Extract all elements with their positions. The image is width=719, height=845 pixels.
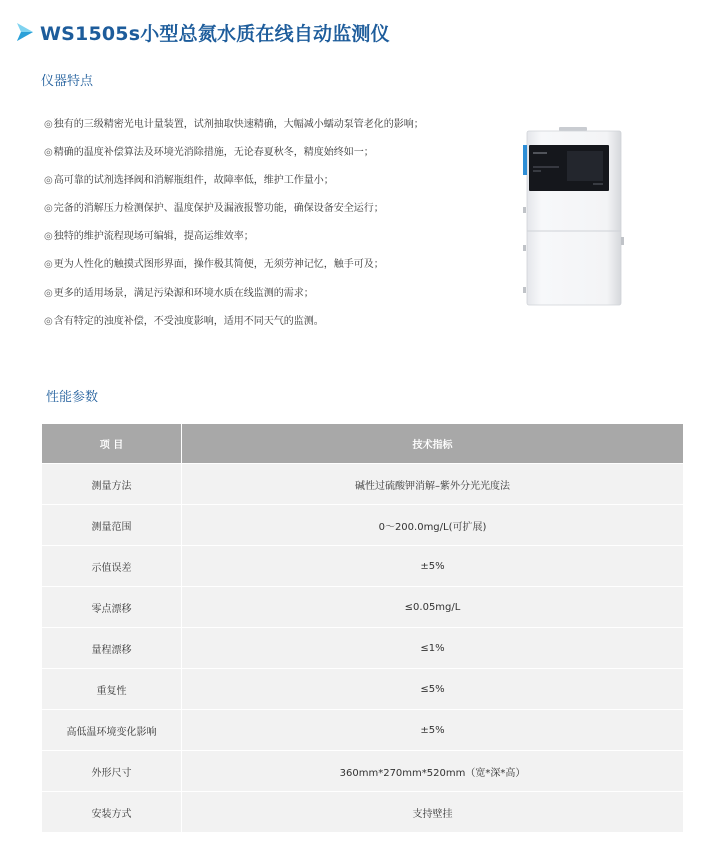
row-item: 测量方法 — [42, 464, 182, 504]
table-row — [42, 792, 683, 833]
row-item: 高低温环境变化影响 — [42, 710, 182, 750]
spec-table — [42, 424, 683, 833]
feature-item — [44, 199, 494, 227]
row-item: 示值误差 — [42, 546, 182, 586]
row-value: ≤0.05mg/L — [404, 601, 461, 613]
feature-text: 独有的三级精密光电计量装置，试剂抽取快速精确，大幅减小蠕动泵管老化的影响； — [53, 119, 424, 130]
bullet-icon: ◎ — [44, 287, 53, 299]
feature-text: 更多的适用场景，满足污染源和环境水质在线监测的需求； — [53, 287, 314, 299]
feature-text: 独特的维护流程现场可编辑，提高运维效率； — [53, 231, 254, 243]
row-value: 0～200.0mg/L(可扩展) — [378, 521, 487, 533]
table-row — [42, 546, 683, 587]
row-item: 量程漂移 — [42, 628, 182, 668]
feature-text: 高可靠的试剂选择阀和消解瓶组件，故障率低，维护工作量小； — [53, 175, 334, 187]
table-row — [42, 628, 683, 669]
row-value: ±5% — [420, 560, 445, 572]
feature-item — [44, 255, 494, 283]
feature-text: 含有特定的浊度补偿，不受浊度影响，适用不同天气的监测。 — [53, 315, 324, 327]
row-value: ≤5% — [420, 683, 445, 695]
row-value: ±5% — [420, 724, 445, 736]
feature-item — [44, 284, 494, 312]
bullet-icon: ◎ — [44, 231, 53, 243]
play-arrow-icon — [16, 22, 34, 42]
bullet-icon: ◎ — [44, 203, 53, 215]
row-value: ≤1% — [420, 642, 445, 654]
feature-item — [44, 115, 494, 143]
feature-item — [44, 312, 494, 340]
feature-item — [44, 227, 494, 255]
feature-item — [44, 171, 494, 199]
table-row — [42, 464, 683, 505]
row-item: 重复性 — [42, 669, 182, 709]
table-row — [42, 505, 683, 546]
feature-text: 完备的消解压力检测保护、温度保护及漏液报警功能，确保设备安全运行； — [53, 203, 384, 215]
page-title: WS1505s小型总氮水质在线自动监测仪 — [40, 22, 390, 45]
header-spec: 技术指标 — [412, 440, 453, 451]
table-row — [42, 669, 683, 710]
analyzer-device-image — [521, 127, 625, 307]
feature-text: 更为人性化的触摸式图形界面，操作极其简便，无须劳神记忆，触手可及； — [53, 259, 384, 271]
row-item: 安装方式 — [42, 792, 182, 832]
header-item: 项 目 — [42, 424, 182, 463]
row-value: 碱性过硫酸钾消解–紫外分光光度法 — [355, 480, 510, 492]
row-item: 零点漂移 — [42, 587, 182, 627]
feature-item — [44, 143, 494, 171]
features-list — [44, 115, 494, 340]
row-value: 支持壁挂 — [412, 808, 453, 820]
features-heading: 仪器特点 — [41, 74, 94, 89]
table-row — [42, 587, 683, 628]
row-item: 测量范围 — [42, 505, 182, 545]
bullet-icon: ◎ — [44, 175, 53, 187]
table-row — [42, 751, 683, 792]
row-value: 360mm*270mm*520mm（宽*深*高） — [339, 767, 526, 779]
bullet-icon: ◎ — [44, 147, 53, 159]
table-row — [42, 710, 683, 751]
table-header-row — [42, 424, 683, 464]
bullet-icon: ◎ — [44, 119, 53, 130]
row-item: 外形尺寸 — [42, 751, 182, 791]
bullet-icon: ◎ — [44, 259, 53, 271]
page-title-row — [16, 18, 390, 46]
feature-text: 精确的温度补偿算法及环境光消除措施，无论春夏秋冬，精度始终如一； — [53, 147, 374, 159]
bullet-icon: ◎ — [44, 315, 53, 327]
specs-heading: 性能参数 — [46, 390, 99, 405]
